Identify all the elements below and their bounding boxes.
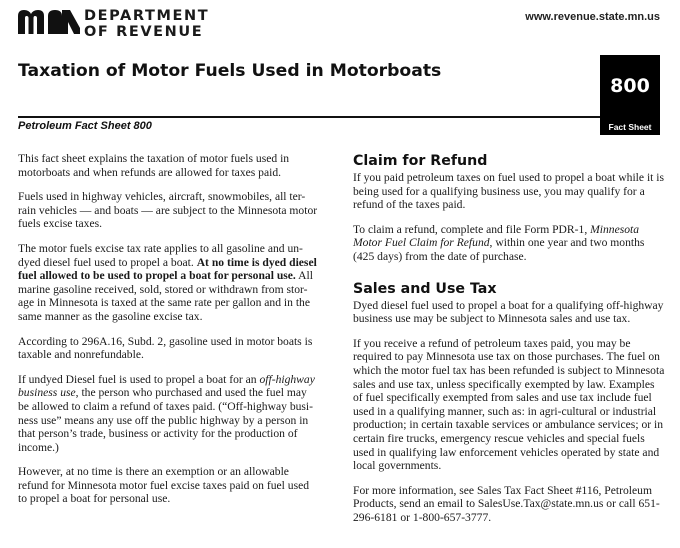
page-title: Taxation of Motor Fuels Used in Motorboats	[18, 61, 442, 81]
form-name: Minnesota Motor Fuel Claim for Refund	[353, 222, 640, 250]
statute-paragraph: According to 296A.16, Subd. 2, gasoline used in motor boats is taxable and nonrefundable.	[18, 334, 313, 362]
dyed-diesel-sales-tax-paragraph: Dyed diesel fuel used to propel a boat for a qualifying off-highway business use may be subject to Minnesota sales and use tax.	[353, 298, 664, 326]
more-information-paragraph: For more information, see Sales Tax Fact Sheet #116, Petroleum Products, send an email to SalesUse.Tax@state.mn.us or call 651-296-6181 or 1-800-657-3777.	[353, 483, 660, 524]
department-line-2: OF REVENUE	[84, 24, 204, 40]
intro-paragraph: This fact sheet explains the taxation of motor fuels used in motorboats and when refunds are allowed for taxes paid.	[18, 152, 290, 179]
department-line-1: DEPARTMENT	[84, 8, 210, 24]
department-name	[84, 8, 209, 40]
no-exemption-paragraph: However, at no time is there an exemption or an allowable refund for Minnesota motor fuel excise taxes paid on fuel used to propel a boat for personal use.	[18, 465, 310, 506]
fact-sheet-label: Fact Sheet	[608, 122, 652, 132]
dyed-diesel-warning: At no time is dyed diesel fuel allowed to be used to propel a boat for personal use.	[18, 255, 317, 283]
claim-for-refund-heading: Claim for Refund	[353, 153, 488, 169]
refund-eligibility-paragraph: If you paid petroleum taxes on fuel used to propel a boat while it is being used for a qualifying business use, you may qualify for a refund of the taxes paid.	[353, 171, 665, 212]
right-column	[353, 152, 667, 535]
fact-sheet-number-box	[600, 55, 660, 135]
sales-and-use-tax-heading: Sales and Use Tax	[353, 280, 497, 297]
website-url: www.revenue.state.mn.us	[525, 11, 660, 23]
title-divider	[18, 116, 600, 118]
use-tax-paragraph: If you receive a refund of petroleum taxes paid, you may be required to pay Minnesota use tax on those purchases. The fuel on which the motor fuel tax has been refunded is subject to Minnesota sales and use tax, unless specifically exempted by law. Examples of fuel specifically exempted from sales and use tax include fuel used in a qualifying manner, such as: in agri-cultural or industrial production; in certain taxable services or ambulance services; or in certain fire trucks, emergency rescue vehicles and special fuels used in qualifying law enforcement vehicles operated by state and local governments.	[353, 336, 665, 473]
off-highway-term: off-highway business use	[18, 372, 315, 400]
excise-rate-paragraph: The motor fuels excise tax rate applies to all gasoline and un-dyed diesel fuel used to propel a boat. At no time is dyed diesel fuel allowed to be used to propel a boat for personal use. All marine gasoline received, sold, stored or withdrawn from stor-age in Minnesota is taxed at the same rate per gallon and in the same manner as the gasoline excise tax.	[18, 241, 317, 323]
fuels-paragraph: Fuels used in highway vehicles, aircraft, snowmobiles, all ter-rain vehicles — and boats — are subject to the Minnesota motor fuels excise taxes.	[18, 190, 318, 231]
fact-sheet-number: 800	[610, 75, 650, 97]
refund-claim-paragraph: To claim a refund, complete and file Form PDR-1, Minnesota Motor Fuel Claim for Refund, within one year and two months (425 days) from the date of purchase.	[353, 222, 645, 263]
fact-sheet-subtitle: Petroleum Fact Sheet 800	[18, 120, 152, 132]
left-column	[18, 152, 320, 517]
mn-logo	[18, 10, 80, 34]
off-highway-paragraph: If undyed Diesel fuel is used to propel a boat for an off-highway business use, the person who purchased and used the fuel may be allowed to claim a refund of taxes paid. (“Off-highway busi-ness use” means any use off the public highway by a person in that person’s trade, business or activity for the production of income.)	[18, 372, 315, 454]
